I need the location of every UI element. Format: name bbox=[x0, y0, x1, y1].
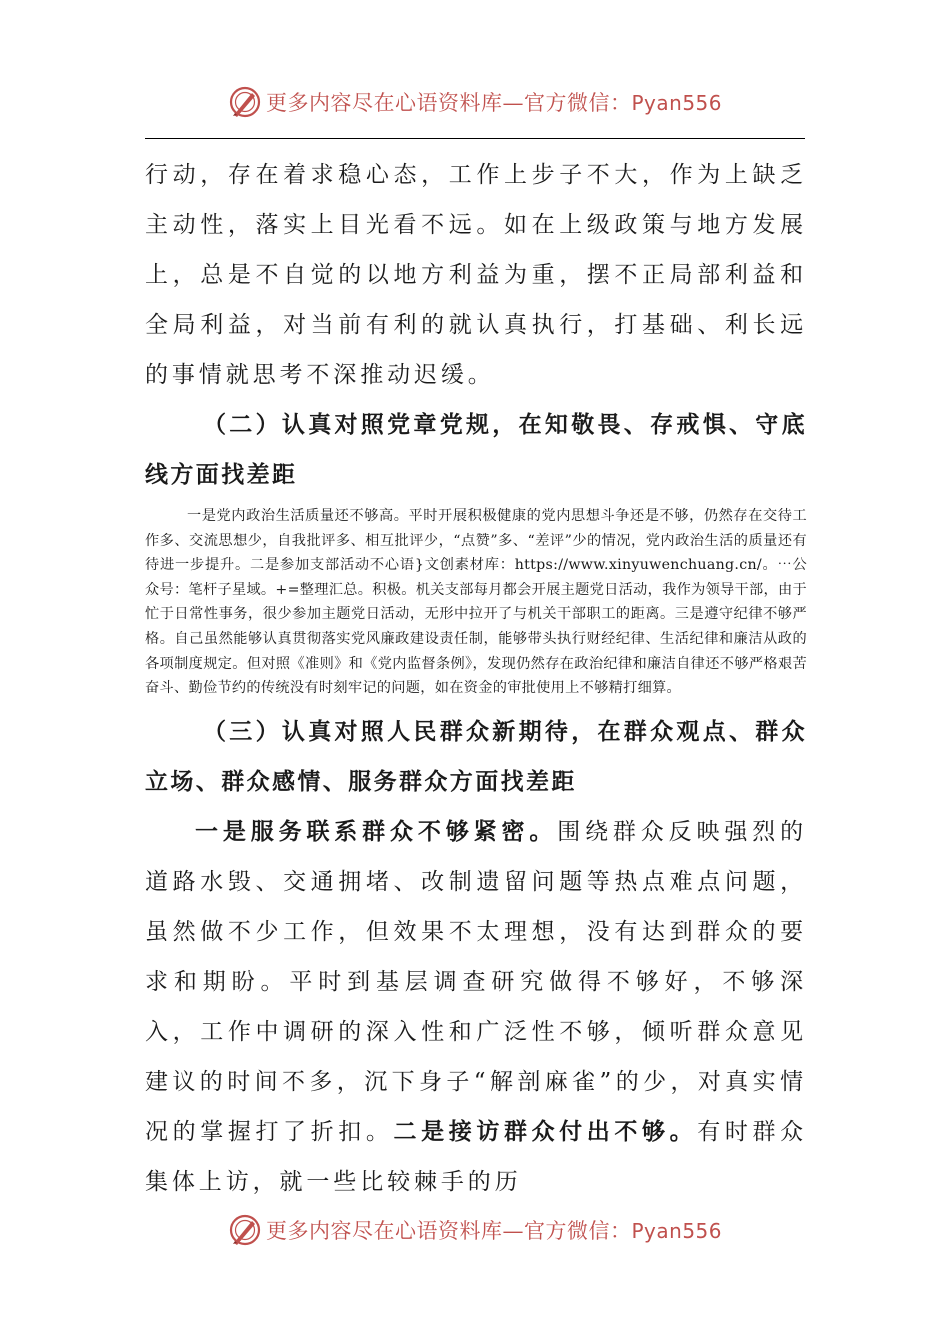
document-body bbox=[145, 150, 807, 1207]
footer-text-main: 更多内容尽在心语资料库—官方微信： bbox=[265, 1219, 632, 1243]
section-heading-3: （三）认真对照人民群众新期待，在群众观点、群众立场、群众感情、服务群众方面找差距 bbox=[145, 717, 807, 795]
footer-banner bbox=[0, 1208, 950, 1252]
header-text bbox=[266, 87, 722, 117]
paragraph-continuation: 行动，存在着求稳心态，工作上步子不大，作为上缺乏主动性，落实上目光看不远。如在上级政策与地方发展上，总是不自觉的以地方利益为重，摆不正局部利益和全局利益，对当前有利的就认真执行，打基础、利长远的事情就思考不深推动迟缓。 bbox=[145, 162, 807, 388]
point-1-lead: 一是服务联系群众不够紧密。 bbox=[195, 817, 558, 845]
header-text-main: 更多内容尽在心语资料库—官方微信： bbox=[265, 91, 632, 115]
point-2-lead: 二是接访群众付出不够。 bbox=[393, 1117, 698, 1145]
point-2-text: 有时群众集体上访，就一些比较棘手的历 bbox=[145, 1118, 807, 1195]
footer-wechat-id: Pyan556 bbox=[631, 1219, 722, 1243]
pen-circle-icon bbox=[228, 85, 262, 119]
paragraph-small-print: 一是党内政治生活质量还不够高。平时开展积极健康的党内思想斗争还是不够，仍然存在交待工作多、交流思想少，自我批评多、相互批评少，“点赞”多、“差评”少的情况，党内政治生活的质量还有待进一步提升。二是参加支部活动不心语}文创素材库：https://www.xinyuwenchuang.cn/。⋯公众号：笔杆子星域。+=整理汇总。积极。机关支部每月都会开展主题党日活动，我作为领导干部，由于忙于日常性事务，很少参加主题党日活动，无形中拉开了与机关干部职工的距离。三是遵守纪律不够严格。自己虽然能够认真贯彻落实党风廉政建设责任制，能够带头执行财经纪律、生活纪律和廉洁从政的各项制度规定。但对照《准则》和《党内监督条例》，发现仍然存在政治纪律和廉洁自律还不够严格艰苦奋斗、勤俭节约的传统没有时刻牢记的问题，如在资金的审批使用上不够精打细算。 bbox=[145, 508, 807, 697]
paragraph-section-3 bbox=[145, 807, 807, 1207]
header-wechat-id: Pyan556 bbox=[631, 91, 722, 115]
point-1-text: 围绕群众反映强烈的道路水毁、交通拥堵、改制遗留问题等热点难点问题，虽然做不少工作，但效果不太理想，没有达到群众的要求和期盼。平时到基层调查研究做得不够好，不够深入，工作中调研的深入性和广泛性不够，倾听群众意见建议的时间不多，沉下身子“解剖麻雀”的少，对真实情况的掌握打了折扣。 bbox=[145, 818, 807, 1145]
header-divider bbox=[145, 138, 805, 139]
footer-text bbox=[266, 1215, 722, 1245]
pen-circle-icon bbox=[228, 1213, 262, 1247]
header-banner bbox=[0, 80, 950, 124]
section-heading-2: （二）认真对照党章党规，在知敬畏、存戒惧、守底线方面找差距 bbox=[145, 411, 807, 488]
